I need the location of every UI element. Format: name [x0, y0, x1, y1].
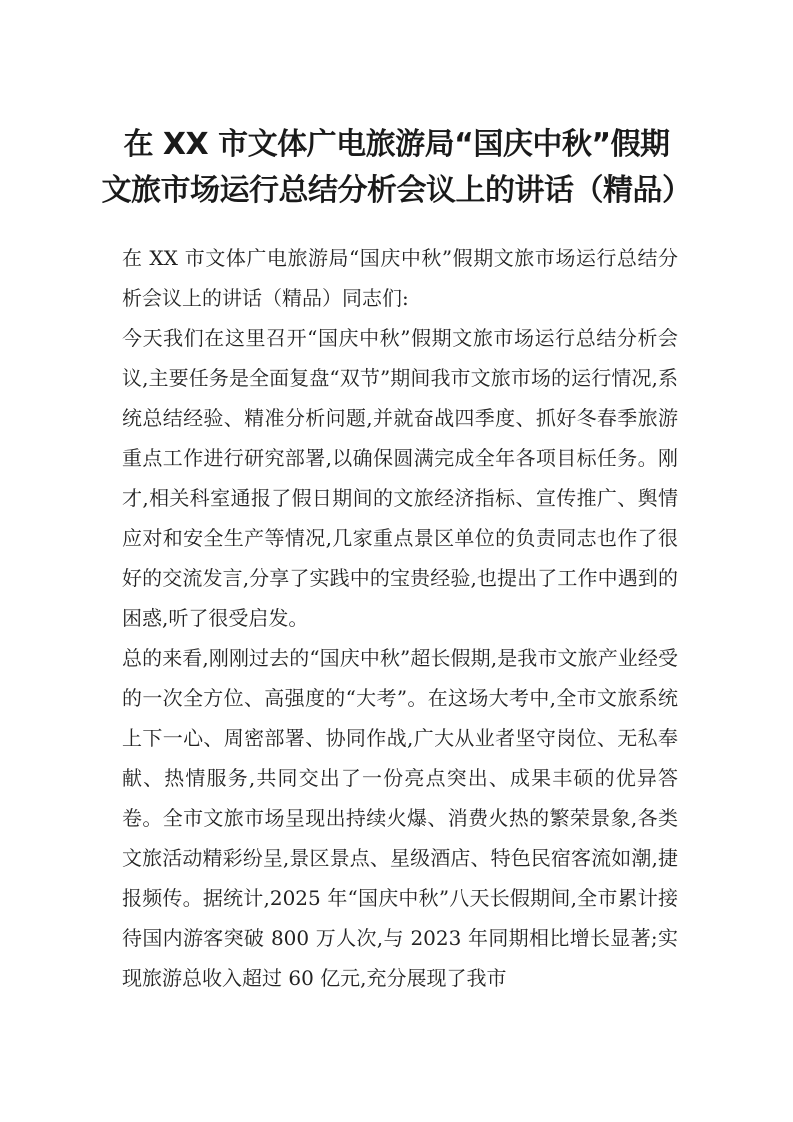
document-title-line-2: 文旅市场运行总结分析会议上的讲话（精品） [101, 173, 692, 208]
document-title-line-1: 在 XX 市文体广电旅游局“国庆中秋”假期 [123, 127, 670, 162]
paragraph-heading-greeting: 在 XX 市文体广电旅游局“国庆中秋”假期文旅市场运行总结分析会议上的讲话（精品）同志们: [122, 246, 678, 310]
paragraph-meeting-purpose: 今天我们在这里召开“国庆中秋”假期文旅市场运行总结分析会议,主要任务是全面复盘“双节”期间我市文旅市场的运行情况,系统总结经验、精准分析问题,并就奋战四季度、抓好冬春季旅游重点工作进行研究部署,以确保圆满完成全年各项目标任务。刚才,相关科室通报了假日期间的文旅经济指标、宣传推广、舆情应对和安全生产等情况,几家重点景区单位的负责同志也作了很好的交流发言,分享了实践中的宝贵经验,也提出了工作中遇到的困惑,听了很受启发。 [122, 326, 678, 630]
paragraph-holiday-summary: 总的来看,刚刚过去的“国庆中秋”超长假期,是我市文旅产业经受的一次全方位、高强度的“大考”。在这场大考中,全市文旅系统上下一心、周密部署、协同作战,广大从业者坚守岗位、无私奉献、热情服务,共同交出了一份亮点突出、成果丰硕的优异答卷。全市文旅市场呈现出持续火爆、消费火热的繁荣景象,各类文旅活动精彩纷呈,景区景点、星级酒店、特色民宿客流如潮,捷报频传。据统计,2025 年“国庆中秋”八天长假期间,全市累计接待国内游客突破 800 万人次,与 2023 年同期相比增长显著;实现旅游总收入超过 60 亿元,充分展现了我市 [122, 646, 678, 990]
document-body [122, 238, 678, 998]
